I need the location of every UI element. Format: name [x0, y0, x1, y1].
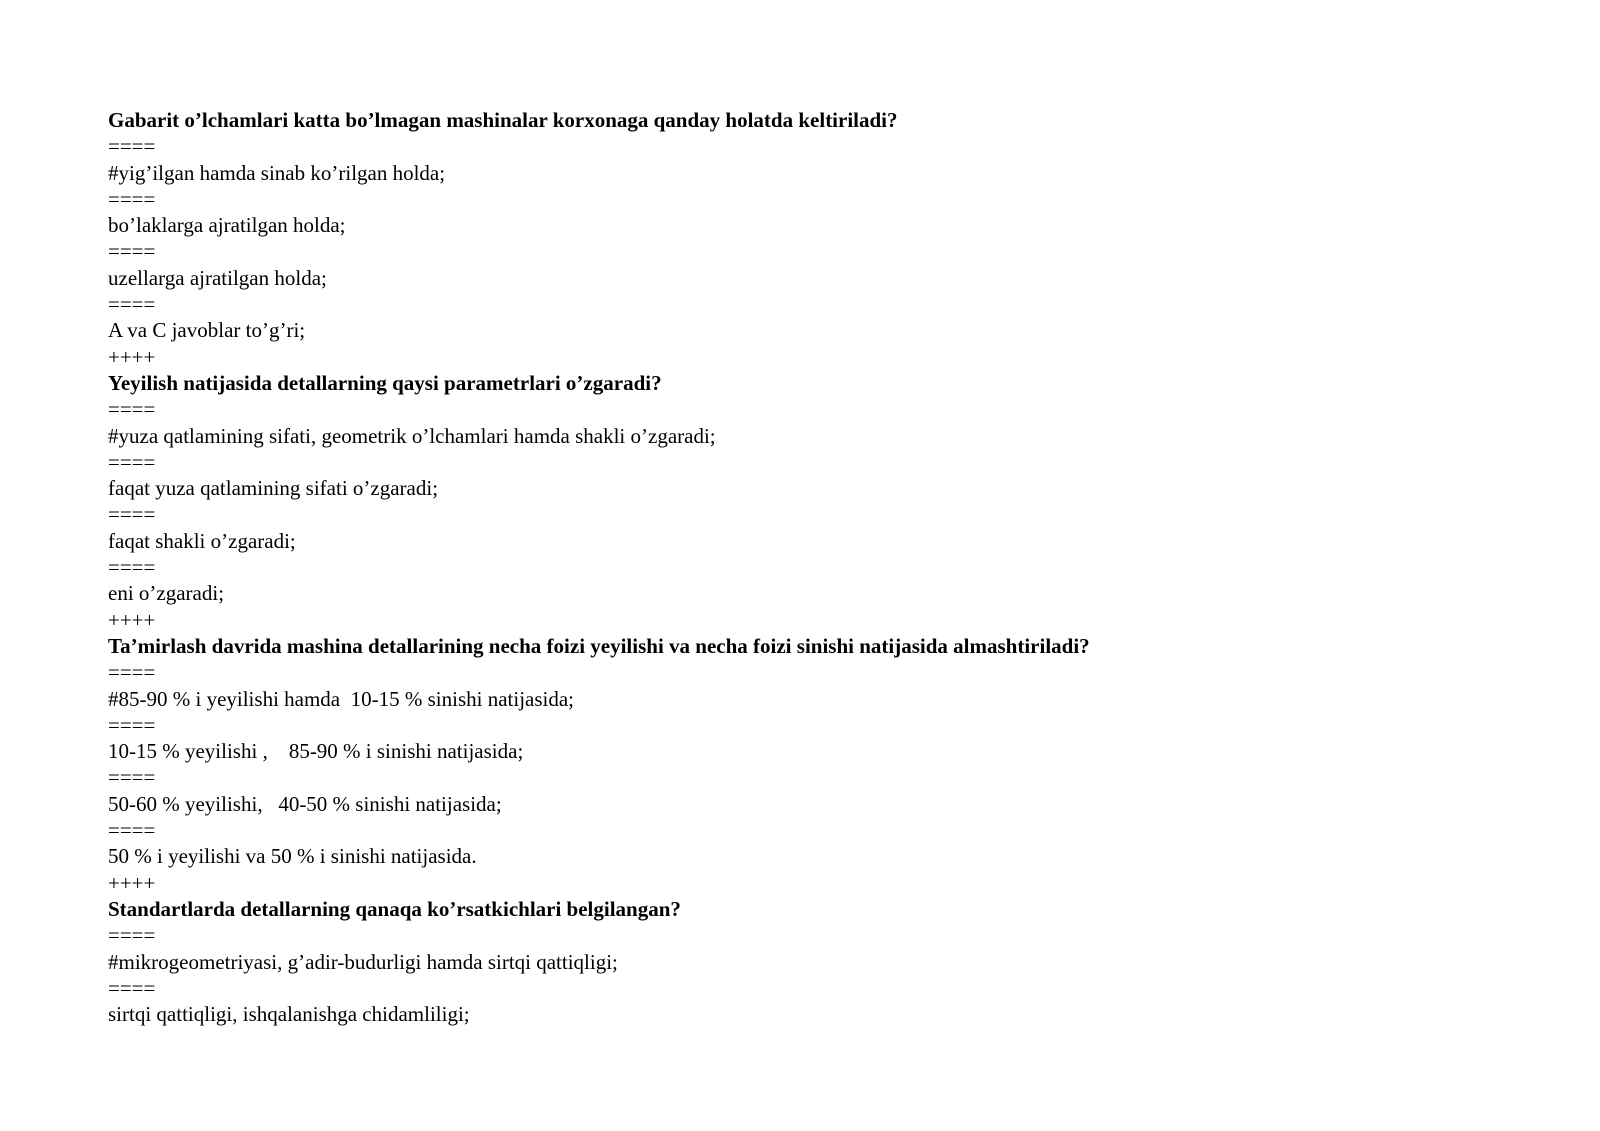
answer-option: uzellarga ajratilgan holda;: [108, 265, 327, 290]
separator: ====: [108, 397, 156, 422]
separator: ====: [108, 239, 156, 264]
answer-option: 50-60 % yeyilishi, 40-50 % sinishi natijasida;: [108, 791, 502, 816]
separator: ====: [108, 975, 156, 1000]
answer-option: A va C javoblar to’g’ri;: [108, 318, 306, 343]
question-title: Gabarit o’lchamlari katta bo’lmagan mashinalar korxonaga qanday holatda keltiriladi?: [108, 108, 898, 132]
answer-option: #yuza qatlamining sifati, geometrik o’lchamlari hamda shakli o’zgaradi;: [108, 423, 716, 448]
separator: ====: [108, 818, 156, 843]
separator: ====: [108, 765, 156, 790]
separator: ====: [108, 292, 156, 317]
separator: ====: [108, 660, 156, 685]
question-title: Standartlarda detallarning qanaqa ko’rsatkichlari belgilangan?: [108, 896, 681, 921]
separator: ====: [108, 923, 156, 948]
answer-option: #mikrogeometriyasi, g’adir-budurligi hamda sirtqi qattiqligi;: [108, 949, 618, 974]
question-end-marker: ++++: [108, 344, 156, 369]
answer-option: #85-90 % i yeyilishi hamda 10-15 % sinishi natijasida;: [108, 686, 575, 711]
answer-option: #yig’ilgan hamda sinab ko’rilgan holda;: [108, 160, 446, 185]
question-end-marker: ++++: [108, 607, 156, 632]
question-title: Yeyilish natijasida detallarning qaysi parametrlari o’zgaradi?: [108, 370, 662, 395]
question-end-marker: ++++: [108, 870, 156, 895]
answer-option: faqat shakli o’zgaradi;: [108, 528, 296, 553]
answer-option: sirtqi qattiqligi, ishqalanishga chidamliligi;: [108, 1002, 470, 1027]
separator: ====: [108, 555, 156, 580]
answer-option: bo’laklarga ajratilgan holda;: [108, 213, 346, 238]
separator: ====: [108, 186, 156, 211]
question-title: Ta’mirlash davrida mashina detallarining necha foizi yeyilishi va necha foizi sinishi natijasida almashtiriladi?: [108, 633, 1090, 658]
separator: ====: [108, 449, 156, 474]
answer-option: 50 % i yeyilishi va 50 % i sinishi natijasida.: [108, 844, 477, 869]
answer-option: faqat yuza qatlamining sifati o’zgaradi;: [108, 476, 439, 501]
answer-option: 10-15 % yeyilishi , 85-90 % i sinishi natijasida;: [108, 739, 524, 764]
separator: ====: [108, 502, 156, 527]
answer-option: eni o’zgaradi;: [108, 581, 225, 606]
separator: ====: [108, 712, 156, 737]
document-content: [108, 107, 1548, 1027]
separator: ====: [108, 134, 156, 159]
